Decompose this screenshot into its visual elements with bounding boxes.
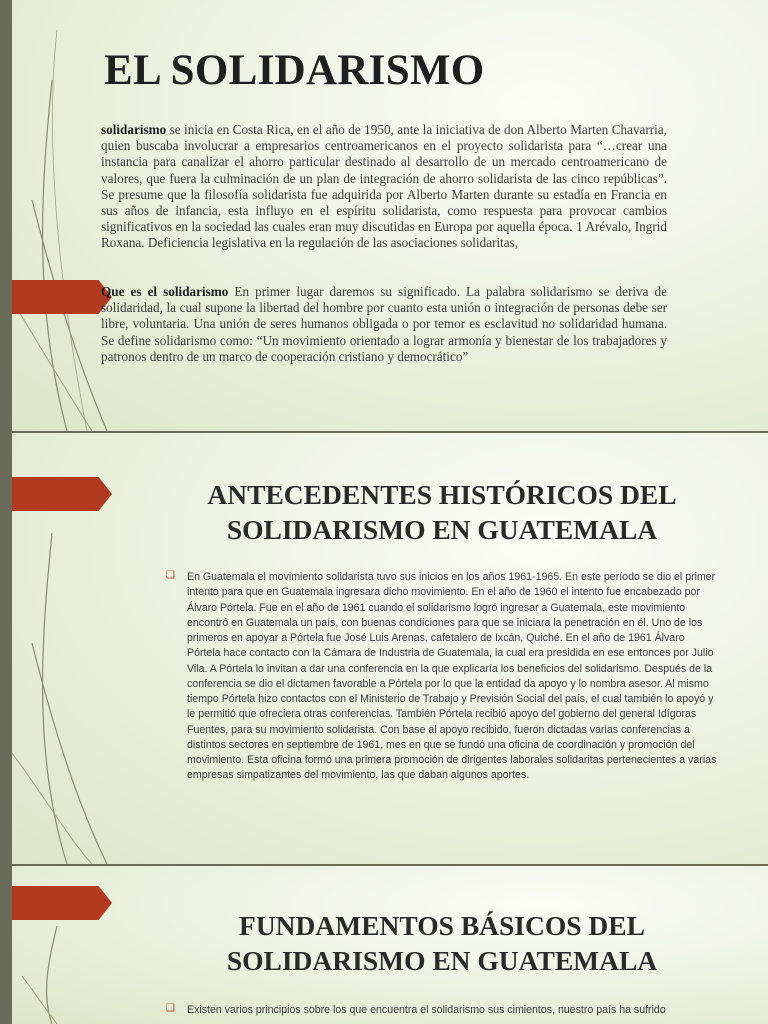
section-title: ANTECEDENTES HISTÓRICOS DEL SOLIDARISMO EN GUATEMALA [207,479,677,545]
definition-term: Que es el solidarismo [101,284,229,299]
intro-paragraph [101,122,667,252]
slide-1 [12,0,768,431]
history-paragraph: En Guatemala el movimiento solidarista tuvo sus inicios en los años 1961-1965. En este período se dio el primer intento para que en Guatemala ingresara dicho movimiento. En el año de 1960 el intento fue encabezado por Álvaro Pórtela. Fue en el año de 1961 cuando el solidarismo logró ingresar a Guatemala, este movimiento encontró en Guatemala un país, con buenas condiciones para que se iniciara la penetración en él. Uno de los primeros en apoyar a Pórtela fue José Luis Arenas, cafetalero de Ixcán, Quiché. En el año de 1961 Álvaro Pórtela hace contacto con la Cámara de Industria de Guatemala, la cual era presidida en ese entonces por Julio Vila. A Pórtela lo invitan a dar una conferencia en la que explicaría los beneficios del solidarismo. Después de la conferencia se dio el dictamen favorable a Pórtela por lo que la entidad da apoyo y lo nombra asesor. Al mismo tiempo Pórtela hizo contactos con el Ministerio de Trabajo y Previsión Social del país, el cual también lo apoyó y le permitió que ofreciera otras conferencias. También Pórtela recibió apoyo del gobierno del general Idígoras Fuentes, para su movimiento solidarista. Con base al apoyo recibido, fueron dictadas varias conferencias a distintos sectores en septiembre de 1961, mes en que se fundó una oficina de coordinación y promoción del movimiento. Esta oficina formó una primera promoción de dirigentes laborales solidaritas pertenecientes a varias empresas simpatizantes del movimiento, las que daban algunos aportes. [187,571,717,782]
intro-term: solidarismo [101,122,167,137]
definition-paragraph [101,284,667,365]
intro-text: se inicia en Costa Rica, en el año de 1950, ante la iniciativa de don Alberto Marten Chavarria, quien buscaba involucrar a empresarios centroamericanos en el proyecto solidarista para “…crear una instancia para canalizar el ahorro particular destinado al desarrollo de un mercado centroamericano de valores, que fuera la culminación de un plan de integración de ahorro solidarista de las cinco repúblicas”. Se presume que la filosofía solidarista fue adquirida por Alberto Marten durante su estadía en Francia en sus años de infancia, esta influyo en el espíritu solidarista, como respuesta para provocar cambios significativos en la sociedad las cuales eran muy discutidas en Europa por aquella época. 1 Arévalo, Ingrid Roxana. Deficiencia legislativa en la regulación de las asociaciones solidaritas, [101,122,667,251]
square-bullet-icon: ❑ [166,570,175,581]
slide-3 [12,866,768,1024]
page-title: EL SOLIDARISMO [104,47,485,94]
accent-tab [12,886,112,920]
accent-tab [12,280,112,314]
definition-text: En primer lugar daremos su significado. La palabra solidarismo se deriva de solidaridad, la cual supone la libertad del hombre por cuanto esta unión o integración de personas debe ser libre, voluntaria. Una unión de seres humanos obligada o por temor es esclavitud no solidaridad humana. Se define solidarismo como: “Un movimiento orientado a lograr armonía y bienestar de los trabajadores y patronos dentro de un marco de cooperación cristiano y democrático” [101,284,667,364]
slide-2 [12,433,768,864]
accent-tab [12,477,112,511]
principles-paragraph: Existen varios principios sobre los que encuentra el solidarismo sus cimientos, nuestro país ha sufrido [187,1004,666,1016]
square-bullet-icon: ❑ [166,1003,175,1014]
section-title: FUNDAMENTOS BÁSICOS DEL SOLIDARISMO EN GUATEMALA [226,910,658,976]
